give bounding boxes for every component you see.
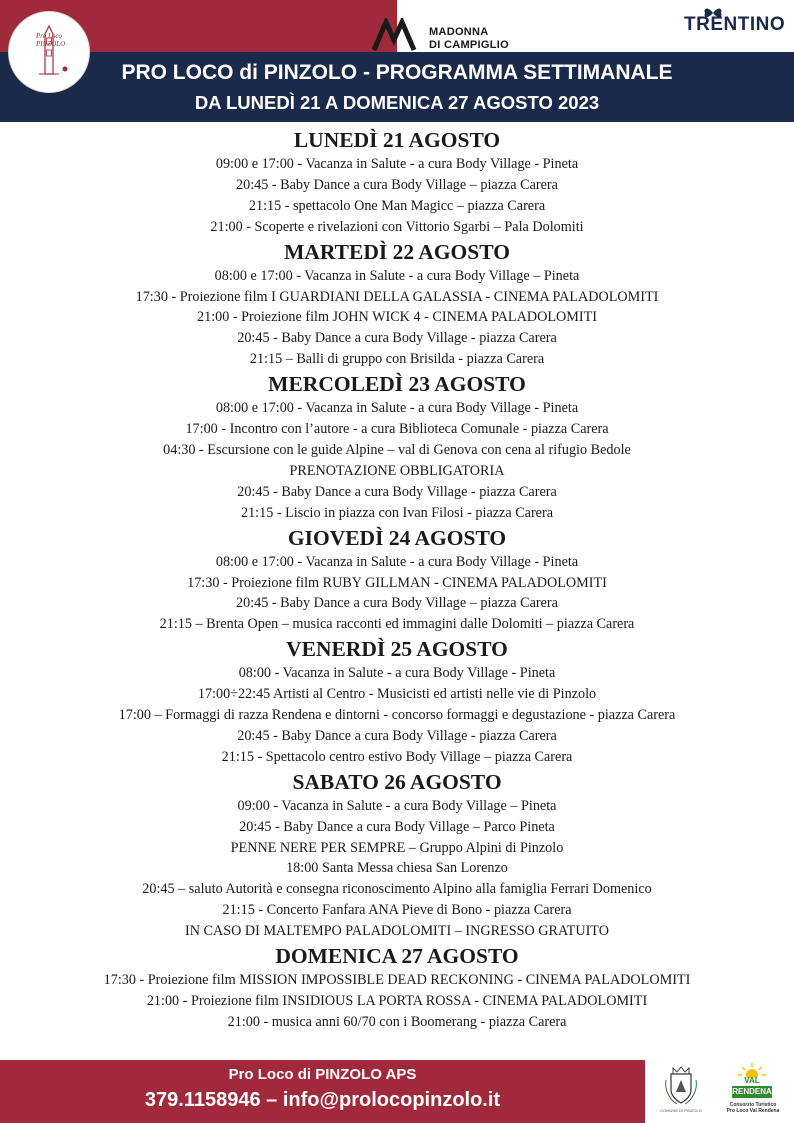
event-line: 21:15 - Concerto Fanfara ANA Pieve di Bono - piazza Carera <box>222 902 572 919</box>
event-line: 17:30 - Proiezione film RUBY GILLMAN - CINEMA PALADOLOMITI <box>187 574 607 591</box>
footer-contact: 379.1158946 – info@prolocopinzolo.it <box>144 1089 501 1111</box>
crest-caption: COMUNE DI PINZOLO <box>660 1108 702 1113</box>
municipal-crest-icon <box>664 1066 698 1106</box>
event-line: 17:30 - Proiezione film I GUARDIANI DELLA GALASSIA - CINEMA PALADOLOMITI <box>135 288 659 305</box>
val-rendena-line2: RENDENA <box>732 1087 772 1096</box>
page-subtitle: DA LUNEDÌ 21 A DOMENICA 27 AGOSTO 2023 <box>194 92 600 113</box>
event-line: 17:30 - Proiezione film MISSION IMPOSSIBLE DEAD RECKONING - CINEMA PALADOLOMITI <box>103 972 691 989</box>
day-heading: DOMENICA 27 AGOSTO <box>275 944 519 969</box>
day-heading: LUNEDÌ 21 AGOSTO <box>293 128 501 152</box>
event-line: 21:15 - Spettacolo centro estivo Body Village – piazza Carera <box>221 748 573 765</box>
event-line: 20:45 - Baby Dance a cura Body Village – piazza Carera <box>236 176 558 193</box>
day-heading: VENERDÌ 25 AGOSTO <box>286 637 508 662</box>
event-line: 21:00 - Proiezione film JOHN WICK 4 - CINEMA PALADOLOMITI <box>197 309 597 326</box>
event-line: 09:00 - Vacanza in Salute - a cura Body Village – Pineta <box>237 797 557 814</box>
page-title: PRO LOCO di PINZOLO - PROGRAMMA SETTIMANALE <box>121 61 673 84</box>
event-line: 09:00 e 17:00 - Vacanza in Salute - a cura Body Village - Pineta <box>215 156 579 172</box>
event-line: 20:45 - Baby Dance a cura Body Village - piazza Carera <box>237 727 557 744</box>
event-line: 17:00 – Formaggi di razza Rendena e dintorni - concorso formaggi e degustazione - piazza Carera <box>118 707 676 724</box>
day-heading: SABATO 26 AGOSTO <box>292 769 502 794</box>
event-line: 17:00÷22:45 Artisti al Centro - Musicisti ed artisti nelle vie di Pinzolo <box>197 686 597 703</box>
weekly-schedule <box>0 126 794 1033</box>
footer-organization: Pro Loco di PINZOLO APS <box>228 1066 417 1083</box>
mountain-icon <box>372 18 426 52</box>
event-line: PENNE NERE PER SEMPRE – Gruppo Alpini di Pinzolo <box>230 839 564 856</box>
event-line: 20:45 - Baby Dance a cura Body Village – piazza Carera <box>236 595 558 612</box>
event-line: 08:00 - Vacanza in Salute - a cura Body Village - Pineta <box>238 665 556 682</box>
val-rendena-logo <box>732 1062 772 1102</box>
event-line: 08:00 e 17:00 - Vacanza in Salute - a cura Body Village – Pineta <box>214 267 580 284</box>
event-line: 20:45 - Baby Dance a cura Body Village – Parco Pineta <box>239 818 555 835</box>
event-line: 21:15 - Liscio in piazza con Ivan Filosi - piazza Carera <box>240 504 553 521</box>
event-line: 08:00 e 17:00 - Vacanza in Salute - a cura Body Village - Pineta <box>215 400 579 417</box>
event-line: 20:45 – saluto Autorità e consegna riconoscimento Alpino alla famiglia Ferrari Domenico <box>142 881 652 898</box>
event-line: 08:00 e 17:00 - Vacanza in Salute - a cura Body Village - Pineta <box>215 553 579 570</box>
day-heading: MERCOLEDÌ 23 AGOSTO <box>268 372 526 397</box>
val-rendena-line1: VAL <box>744 1076 760 1085</box>
day-heading: GIOVEDÌ 24 AGOSTO <box>287 525 507 550</box>
event-line: 04:30 - Escursione con le guide Alpine – val di Genova con cena al rifugio Bedole <box>163 441 631 458</box>
event-line: 20:45 - Baby Dance a cura Body Village - piazza Carera <box>237 330 557 347</box>
event-line: 17:00 - Incontro con l’autore - a cura Biblioteca Comunale - piazza Carera <box>185 421 609 438</box>
event-line: 21:00 - musica anni 60/70 con i Boomerang - piazza Carera <box>227 1013 567 1030</box>
event-line: PRENOTAZIONE OBBLIGATORIA <box>289 462 505 479</box>
event-line: 21:15 – Balli di gruppo con Brisilda - piazza Carera <box>249 351 545 368</box>
event-line: IN CASO DI MALTEMPO PALADOLOMITI – INGRESSO GRATUITO <box>185 923 609 940</box>
event-line: 21:00 - Scoperte e rivelazioni con Vittorio Sgarbi – Pala Dolomiti <box>210 218 584 235</box>
trentino-logo: TRENTINO <box>684 14 786 35</box>
event-line: 21:15 - spettacolo One Man Magicc – piazza Carera <box>248 197 546 214</box>
event-line: 21:00 - Proiezione film INSIDIOUS LA PORTA ROSSA - CINEMA PALADOLOMITI <box>146 993 648 1009</box>
day-heading: MARTEDÌ 22 AGOSTO <box>284 239 510 264</box>
madonna-line2: DI CAMPIGLIO <box>429 39 509 51</box>
pro-loco-logo-text: Pro Loco PINZOLO <box>36 32 66 48</box>
val-rendena-caption: Consorzio Turistico Pro Loco Val Rendena <box>726 1102 780 1114</box>
event-line: 21:15 – Brenta Open – musica racconti ed immagini dalle Dolomiti – piazza Carera <box>159 616 635 633</box>
event-line: 20:45 - Baby Dance a cura Body Village - piazza Carera <box>237 483 557 500</box>
madonna-di-campiglio-logo <box>372 18 542 52</box>
madonna-line1: MADONNA <box>429 26 489 38</box>
event-line: 18:00 Santa Messa chiesa San Lorenzo <box>286 860 508 877</box>
